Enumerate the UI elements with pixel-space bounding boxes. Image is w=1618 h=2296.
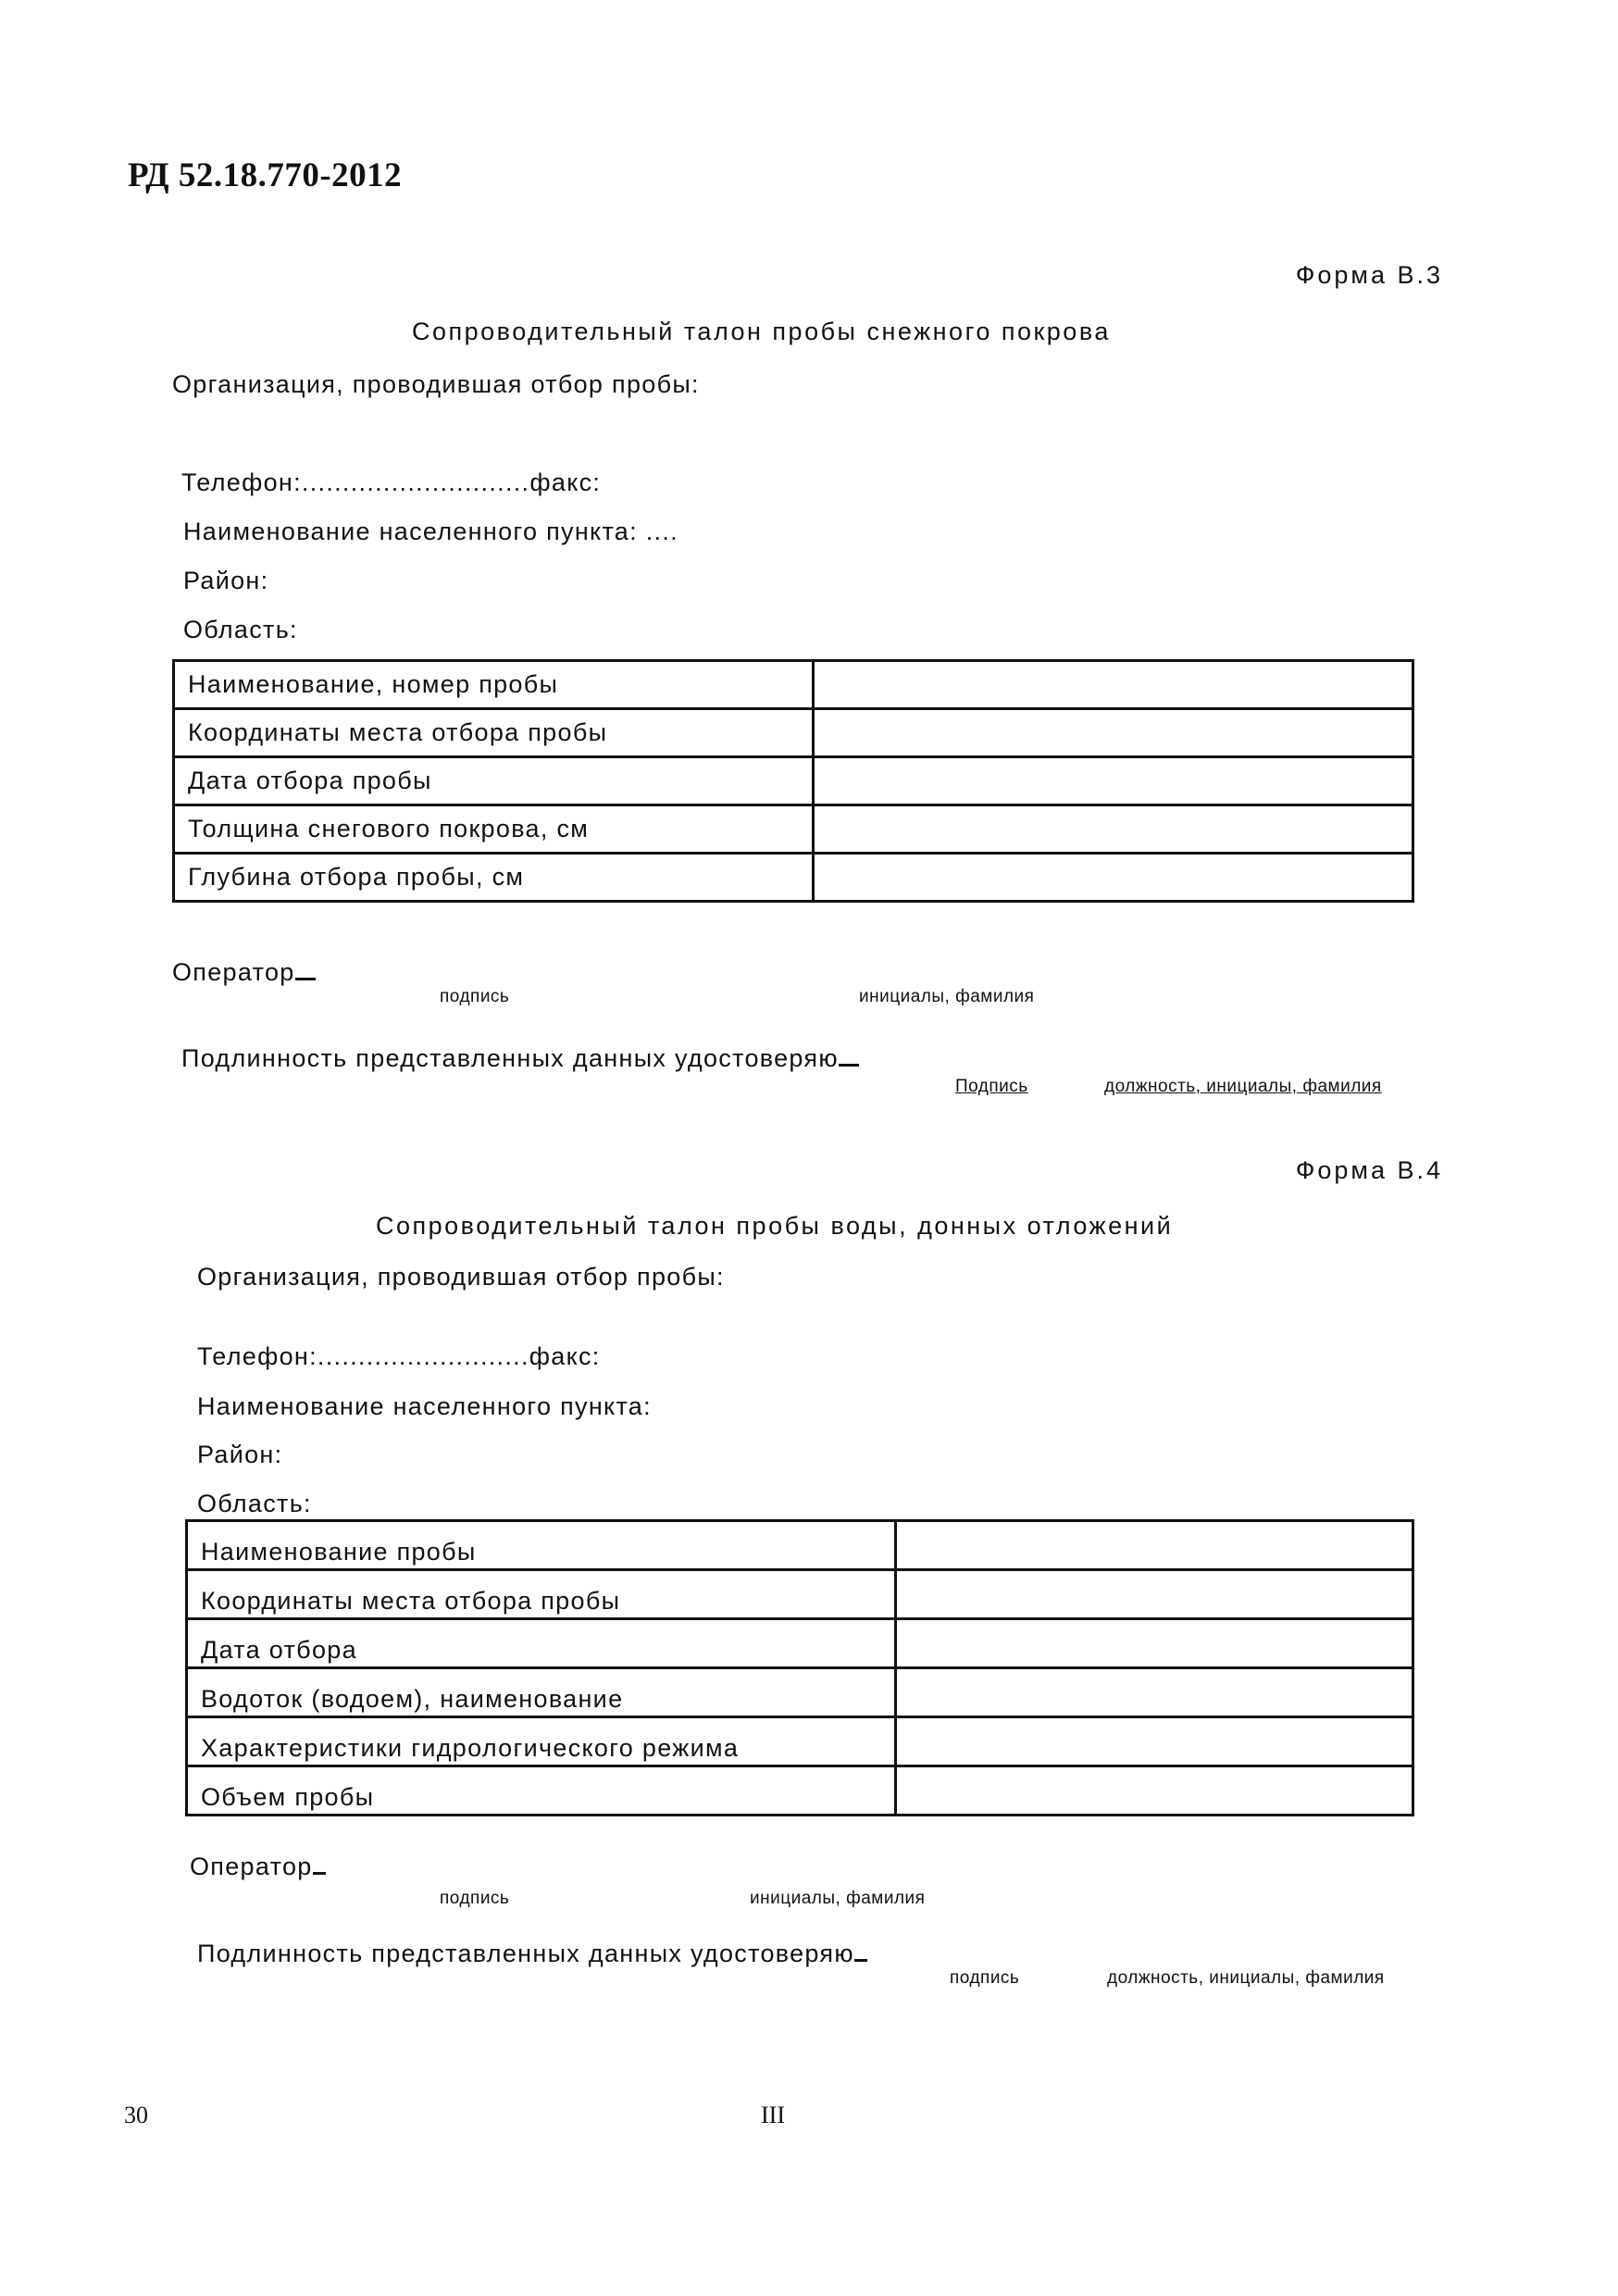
- row-label: Дата отбора: [187, 1619, 896, 1668]
- form-b3-district: Район:: [183, 567, 269, 594]
- row-value-cell[interactable]: [896, 1717, 1413, 1766]
- row-value-cell[interactable]: [896, 1570, 1413, 1619]
- form-b3-table: [172, 659, 1414, 903]
- row-value-cell[interactable]: [814, 709, 1413, 757]
- form-b3-operator-label: Оператор: [172, 958, 295, 986]
- form-b3-authenticity-blank[interactable]: [839, 1043, 859, 1067]
- form-b3-phone-line: [181, 468, 601, 497]
- form-b4-operator-blank[interactable]: [313, 1852, 326, 1875]
- form-b3-operator: [172, 957, 316, 987]
- row-label: Водоток (водоем), наименование: [187, 1668, 896, 1717]
- form-b4-table: [185, 1519, 1414, 1816]
- row-label: Наименование, номер пробы: [174, 661, 814, 709]
- form-b4-authenticity: [197, 1939, 867, 1968]
- form-b3-authenticity: [181, 1043, 859, 1073]
- form-b4-phone-label: Телефон:: [197, 1342, 317, 1370]
- row-value-cell[interactable]: [814, 805, 1413, 854]
- page-number: 30: [124, 2102, 148, 2128]
- row-label: Наименование пробы: [187, 1521, 896, 1570]
- form-b4-organization: Организация, проводившая отбор пробы:: [197, 1263, 725, 1291]
- form-b4-title: Сопроводительный талон пробы воды, донных отложений: [376, 1212, 1174, 1240]
- form-b3-region: Область:: [183, 616, 298, 643]
- form-b3-phone-label: Телефон:: [181, 468, 302, 496]
- row-label: Характеристики гидрологического режима: [187, 1717, 896, 1766]
- row-label: Глубина отбора пробы, см: [174, 854, 814, 902]
- table-row: [187, 1521, 1413, 1570]
- row-value-cell[interactable]: [814, 661, 1413, 709]
- form-b4-region: Область:: [197, 1490, 312, 1517]
- form-b4-operator-label: Оператор: [190, 1853, 313, 1880]
- table-row: [187, 1619, 1413, 1668]
- table-row: [174, 757, 1413, 805]
- form-b3-title: Сопроводительный талон пробы снежного покрова: [412, 318, 1111, 345]
- row-value-cell[interactable]: [814, 757, 1413, 805]
- form-b4-authenticity-blank[interactable]: [854, 1939, 867, 1962]
- form-b4-operator: [190, 1852, 326, 1881]
- row-value-cell[interactable]: [896, 1766, 1413, 1816]
- form-b3-operator-blank[interactable]: [295, 957, 316, 980]
- row-label: Объем пробы: [187, 1766, 896, 1816]
- form-b4-district: Район:: [197, 1441, 283, 1468]
- row-value-cell[interactable]: [896, 1619, 1413, 1668]
- table-row: [187, 1766, 1413, 1816]
- document-code: РД 52.18.770-2012: [128, 156, 403, 194]
- row-label: Толщина снегового покрова, см: [174, 805, 814, 854]
- form-b3-auth-sign-caption: Подпись: [955, 1077, 1028, 1096]
- table-row: [174, 854, 1413, 902]
- row-value-cell[interactable]: [896, 1668, 1413, 1717]
- form-b3-authenticity-label: Подлинность представленных данных удостоверяю: [181, 1044, 839, 1072]
- form-b3-operator-sign-caption: подпись: [440, 987, 510, 1006]
- row-value-cell[interactable]: [814, 854, 1413, 902]
- form-b4-authenticity-label: Подлинность представленных данных удостоверяю: [197, 1940, 854, 1967]
- form-b4-label: Форма В.4: [1295, 1156, 1443, 1184]
- table-row: [187, 1717, 1413, 1766]
- table-row: [174, 709, 1413, 757]
- form-b3-auth-name-caption: должность, инициалы, фамилия: [1104, 1077, 1382, 1096]
- form-b4-auth-sign-caption: подпись: [950, 1968, 1020, 1988]
- row-label: Координаты места отбора пробы: [187, 1570, 896, 1619]
- row-value-cell[interactable]: [896, 1521, 1413, 1570]
- form-b4-fax-label: факс:: [529, 1342, 601, 1370]
- table-row: [174, 661, 1413, 709]
- form-b3-label: Форма В.3: [1295, 261, 1443, 289]
- form-b4-auth-name-caption: должность, инициалы, фамилия: [1107, 1968, 1385, 1988]
- table-row: [174, 805, 1413, 854]
- form-b3-organization: Организация, проводившая отбор пробы:: [172, 370, 700, 398]
- table-row: [187, 1668, 1413, 1717]
- form-b4-operator-sign-caption: подпись: [440, 1889, 510, 1908]
- form-b3-fax-label: факс:: [529, 468, 602, 496]
- row-label: Дата отбора пробы: [174, 757, 814, 805]
- form-b3-phone-dots: ............................: [301, 468, 530, 496]
- form-b4-settlement: Наименование населенного пункта:: [197, 1392, 652, 1420]
- page-mark: III: [761, 2102, 785, 2128]
- form-b4-operator-name-caption: инициалы, фамилия: [750, 1889, 926, 1908]
- table-row: [187, 1570, 1413, 1619]
- row-label: Координаты места отбора пробы: [174, 709, 814, 757]
- form-b4-phone-line: [197, 1342, 601, 1371]
- form-b3-settlement: Наименование населенного пункта: ....: [183, 518, 678, 545]
- form-b4-phone-dots: ..........................: [317, 1342, 529, 1370]
- form-b3-operator-name-caption: инициалы, фамилия: [859, 987, 1035, 1006]
